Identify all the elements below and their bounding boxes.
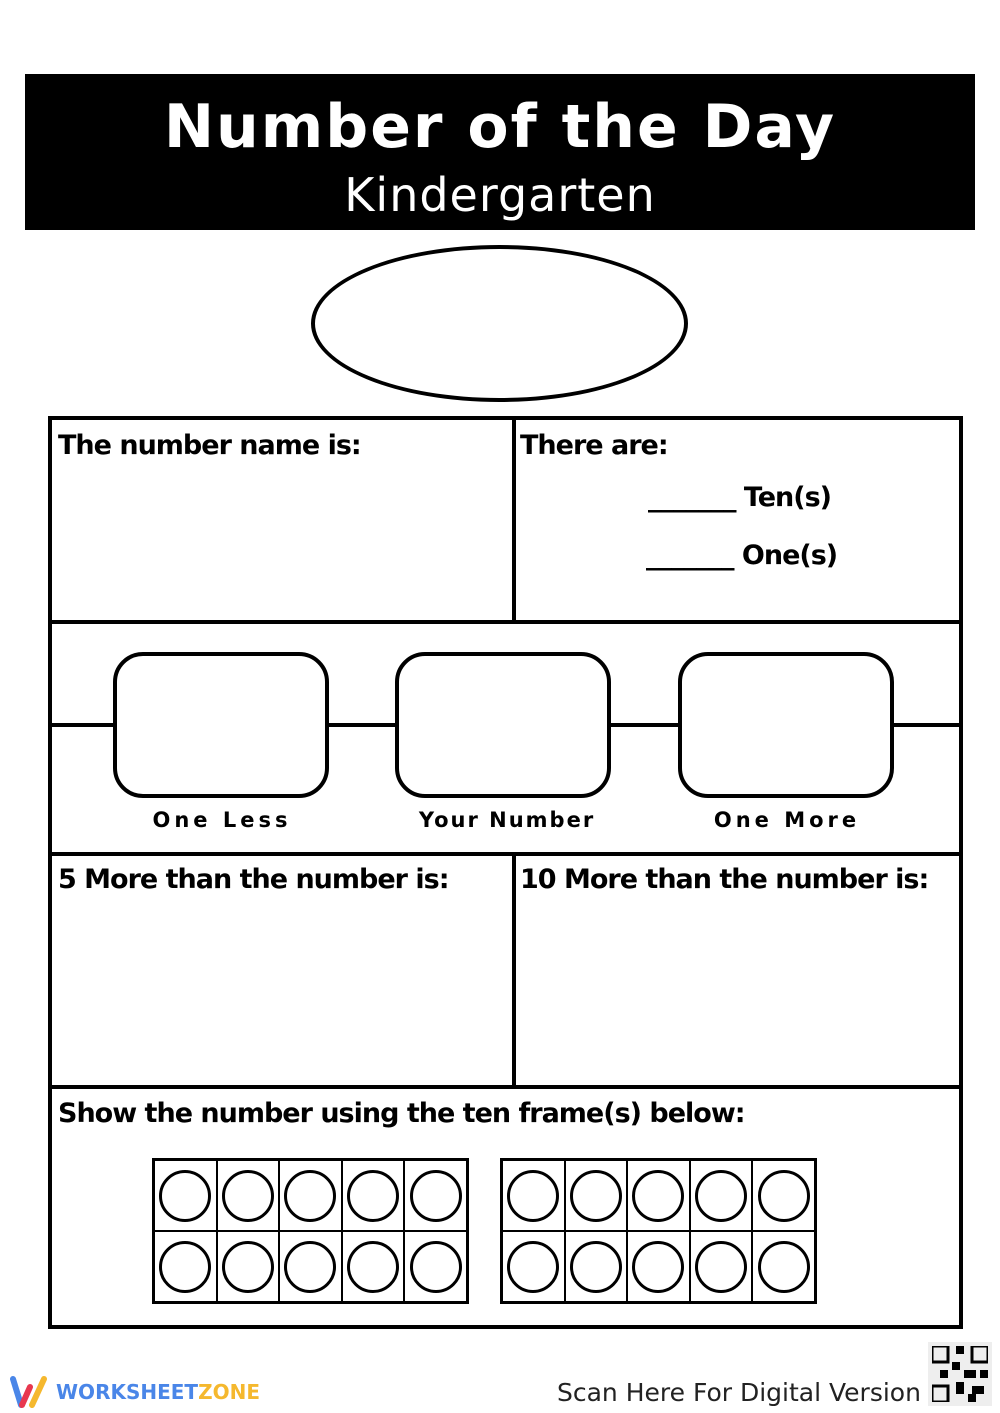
ten-frame-cell[interactable] xyxy=(404,1231,467,1302)
circle-icon xyxy=(410,1241,462,1293)
circle-icon xyxy=(632,1241,684,1293)
ten-frame-1 xyxy=(152,1158,469,1304)
there-are-label: There are: xyxy=(520,430,668,461)
one-less-label: One Less xyxy=(152,808,292,832)
divider xyxy=(52,852,959,856)
worksheet-grid xyxy=(48,416,963,1329)
logo-icon xyxy=(10,1375,50,1409)
brand-name-part1: WORKSHEET xyxy=(56,1380,199,1404)
tens-label: Ten(s) xyxy=(743,482,832,513)
five-more-label: 5 More than the number is: xyxy=(58,864,449,895)
ten-frame-cell[interactable] xyxy=(279,1160,342,1231)
number-name-label: The number name is: xyxy=(58,430,361,461)
circle-icon xyxy=(507,1241,559,1293)
tens-row xyxy=(648,482,831,513)
ten-frame-2 xyxy=(500,1158,817,1304)
qr-code-icon[interactable] xyxy=(928,1342,992,1406)
ten-frame-cell[interactable] xyxy=(217,1231,280,1302)
circle-icon xyxy=(632,1170,684,1222)
ten-frame-cell[interactable] xyxy=(752,1231,815,1302)
circle-icon xyxy=(410,1170,462,1222)
page-subtitle: Kindergarten xyxy=(344,168,656,222)
divider xyxy=(512,854,516,1087)
ten-frame-cell[interactable] xyxy=(154,1160,217,1231)
divider xyxy=(52,620,959,624)
circle-icon xyxy=(159,1241,211,1293)
circle-icon xyxy=(507,1170,559,1222)
ten-more-label: 10 More than the number is: xyxy=(520,864,929,895)
circle-icon xyxy=(284,1170,336,1222)
ten-frame-cell[interactable] xyxy=(627,1160,690,1231)
ten-frame-cell[interactable] xyxy=(565,1160,628,1231)
ten-frame-label: Show the number using the ten frame(s) below: xyxy=(58,1098,745,1129)
worksheet-zone-logo xyxy=(10,1375,260,1409)
circle-icon xyxy=(284,1241,336,1293)
your-number-label: Your Number xyxy=(418,808,596,832)
page-title: Number of the Day xyxy=(163,92,837,162)
circle-icon xyxy=(222,1170,274,1222)
circle-icon xyxy=(758,1170,810,1222)
divider xyxy=(52,1085,959,1089)
circle-icon xyxy=(159,1170,211,1222)
circle-icon xyxy=(570,1241,622,1293)
circle-icon xyxy=(758,1241,810,1293)
ten-frame-cell[interactable] xyxy=(627,1231,690,1302)
circle-icon xyxy=(222,1241,274,1293)
circle-icon xyxy=(570,1170,622,1222)
ones-label: One(s) xyxy=(741,540,838,571)
circle-icon xyxy=(695,1241,747,1293)
number-oval[interactable] xyxy=(311,245,688,402)
ten-frame-cell[interactable] xyxy=(690,1231,753,1302)
your-number-box[interactable] xyxy=(395,652,611,798)
circle-icon xyxy=(347,1170,399,1222)
ten-frame-cell[interactable] xyxy=(342,1160,405,1231)
ten-frame-cell[interactable] xyxy=(279,1231,342,1302)
ten-frame-cell[interactable] xyxy=(690,1160,753,1231)
header-banner xyxy=(25,74,975,230)
ten-frame-cell[interactable] xyxy=(752,1160,815,1231)
tens-blank[interactable]: _______ xyxy=(648,482,736,513)
ten-frame-cell[interactable] xyxy=(565,1231,628,1302)
ten-frame-cell[interactable] xyxy=(404,1160,467,1231)
circle-icon xyxy=(695,1170,747,1222)
one-more-label: One More xyxy=(713,808,861,832)
one-less-box[interactable] xyxy=(113,652,329,798)
brand-name-part2: ZONE xyxy=(198,1380,260,1404)
ten-frame-cell[interactable] xyxy=(217,1160,280,1231)
divider xyxy=(512,420,516,622)
ten-frame-cell[interactable] xyxy=(154,1231,217,1302)
ones-row xyxy=(646,540,837,571)
ten-frame-cell[interactable] xyxy=(502,1231,565,1302)
ten-frame-cell[interactable] xyxy=(342,1231,405,1302)
scan-text: Scan Here For Digital Version xyxy=(557,1378,921,1407)
ones-blank[interactable]: _______ xyxy=(646,540,734,571)
one-more-box[interactable] xyxy=(678,652,894,798)
circle-icon xyxy=(347,1241,399,1293)
ten-frame-cell[interactable] xyxy=(502,1160,565,1231)
